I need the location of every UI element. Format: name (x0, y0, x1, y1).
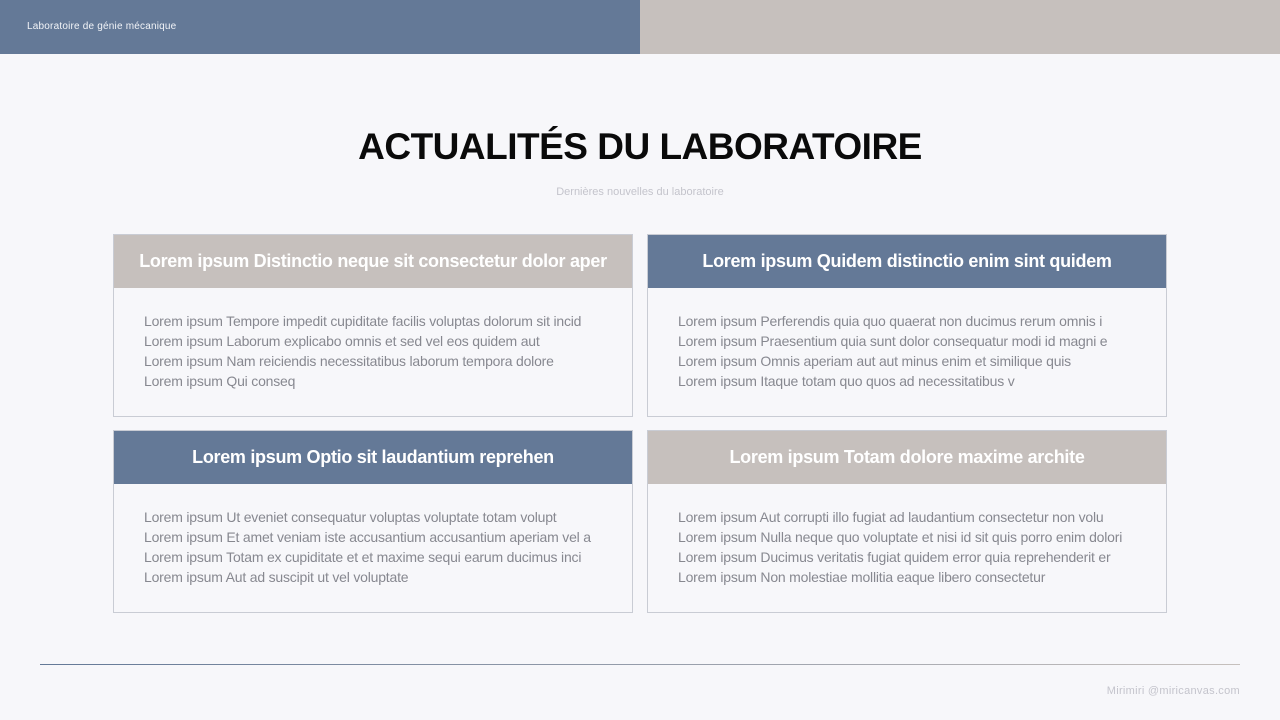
card-body (114, 288, 632, 391)
card-body (114, 484, 632, 587)
card-line: Lorem ipsum Praesentium quia sunt dolor consequatur modi id magni e (678, 333, 1108, 349)
card-line: Lorem ipsum Aut ad suscipit ut vel voluptate (144, 569, 409, 585)
page-subtitle: Dernières nouvelles du laboratoire (556, 186, 724, 198)
footer-divider (40, 664, 1240, 665)
card-line: Lorem ipsum Non molestiae mollitia eaque libero consectetur (678, 569, 1046, 585)
card-line: Lorem ipsum Aut corrupti illo fugiat ad laudantium consectetur non volu (678, 509, 1104, 525)
top-bar-taupe-block (640, 0, 1280, 54)
card-line: Lorem ipsum Tempore impedit cupiditate facilis voluptas dolorum sit incid (144, 313, 582, 329)
news-card-1 (113, 234, 633, 417)
page-title: ACTUALITÉS DU LABORATOIRE (358, 126, 922, 167)
lab-name: Laboratoire de génie mécanique (27, 21, 177, 32)
top-bar-blue-block (0, 0, 640, 54)
card-title: Lorem ipsum Optio sit laudantium reprehen (114, 431, 632, 484)
card-body (648, 484, 1166, 587)
news-card-4 (647, 430, 1167, 613)
card-line: Lorem ipsum Omnis aperiam aut aut minus enim et similique quis (678, 353, 1071, 369)
top-bar (0, 0, 1280, 54)
card-line: Lorem ipsum Nam reiciendis necessitatibus laborum tempora dolore (144, 353, 554, 369)
card-body (648, 288, 1166, 391)
card-title: Lorem ipsum Quidem distinctio enim sint quidem (648, 235, 1166, 288)
card-title: Lorem ipsum Totam dolore maxime archite (648, 431, 1166, 484)
card-line: Lorem ipsum Et amet veniam iste accusantium accusantium aperiam vel a (144, 529, 591, 545)
news-card-3 (113, 430, 633, 613)
card-line: Lorem ipsum Qui conseq (144, 373, 296, 389)
card-line: Lorem ipsum Perferendis quia quo quaerat non ducimus rerum omnis i (678, 313, 1103, 329)
card-line: Lorem ipsum Totam ex cupiditate et et maxime sequi earum ducimus inci (144, 549, 582, 565)
card-line: Lorem ipsum Itaque totam quo quos ad necessitatibus v (678, 373, 1015, 389)
card-title: Lorem ipsum Distinctio neque sit consectetur dolor aper (114, 235, 632, 288)
card-line: Lorem ipsum Ut eveniet consequatur voluptas voluptate totam volupt (144, 509, 557, 525)
card-line: Lorem ipsum Nulla neque quo voluptate et nisi id sit quis porro enim dolori (678, 529, 1123, 545)
card-line: Lorem ipsum Ducimus veritatis fugiat quidem error quia reprehenderit er (678, 549, 1111, 565)
card-line: Lorem ipsum Laborum explicabo omnis et sed vel eos quidem aut (144, 333, 540, 349)
footer-credit: Mirimiri @miricanvas.com (1106, 685, 1240, 697)
news-card-2 (647, 234, 1167, 417)
